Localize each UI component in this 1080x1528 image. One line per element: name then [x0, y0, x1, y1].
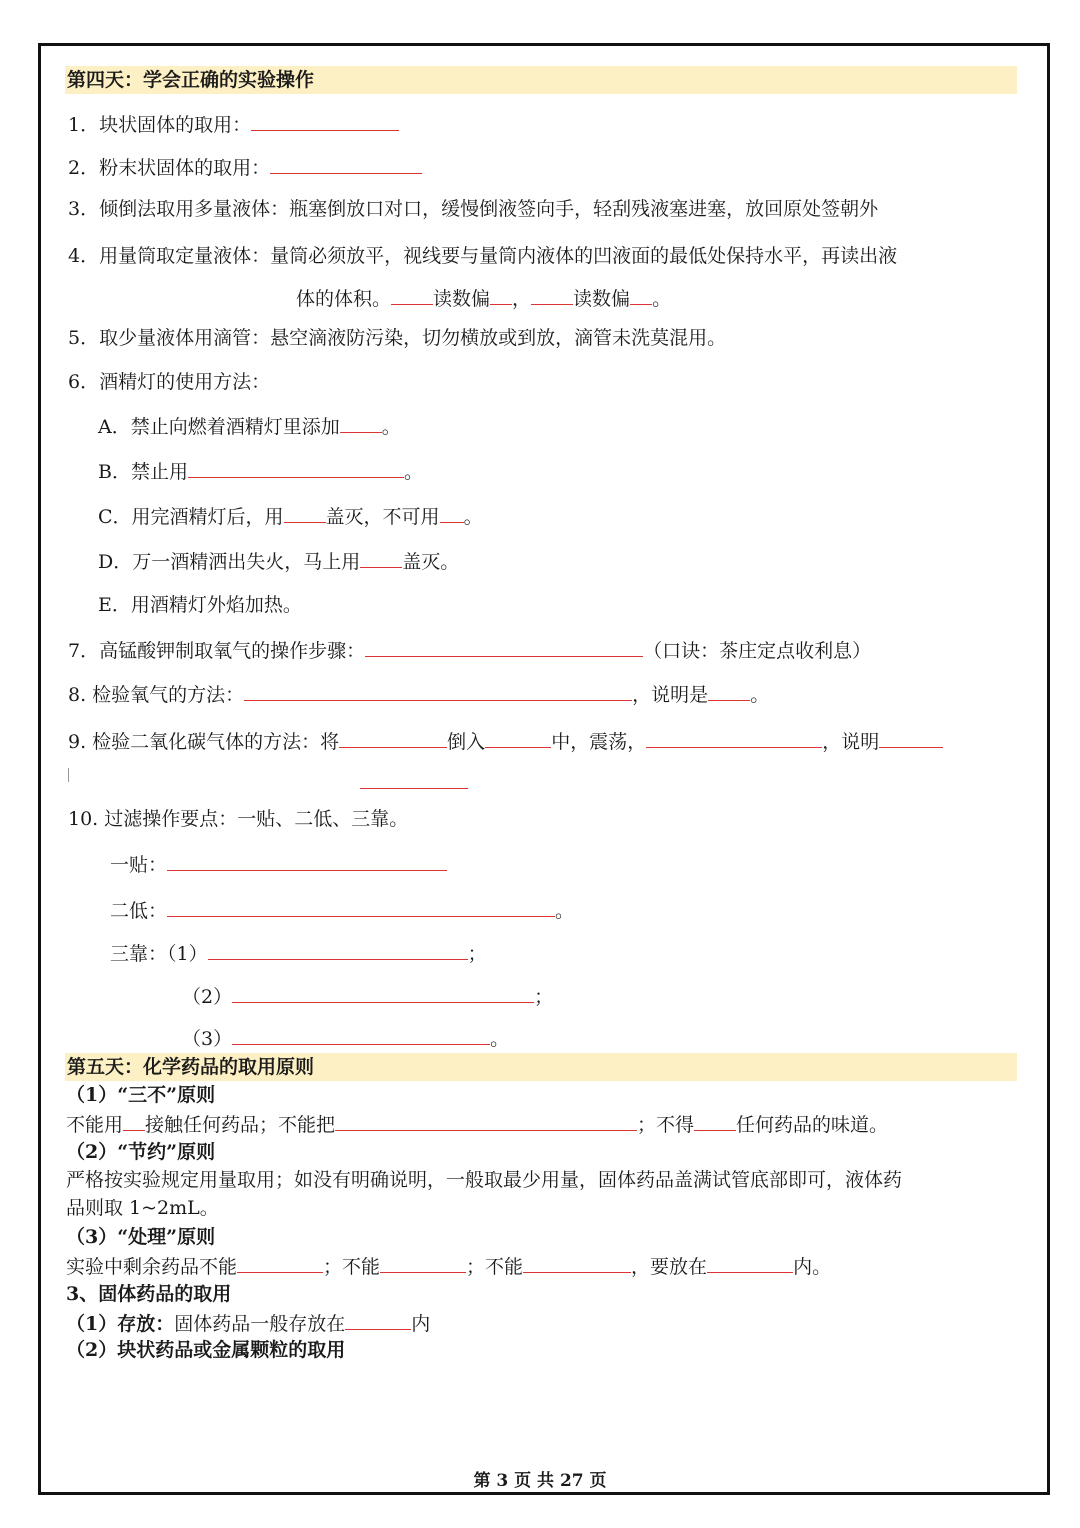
- principle-1-title: （1）“三不”原则: [66, 1084, 216, 1106]
- answer-blank[interactable]: [251, 110, 399, 131]
- question-3: 3．倾倒法取用多量液体：瓶塞倒放口对口，缓慢倒液签向手，轻刮残液塞进塞，放回原处签朝外: [68, 198, 879, 220]
- principle-2-text: 严格按实验规定用量取用；如没有明确说明，一般取最少用量，固体药品盖满试管底部即可，液体药: [66, 1169, 903, 1191]
- principle-1-text: 不能用 接触任何药品；不能把 ；不得 任何药品的味道。: [66, 1110, 888, 1138]
- question-9: 9. 检验二氧化碳气体的方法：将 倒入 中，震荡， ，说明: [68, 727, 943, 755]
- answer-blank[interactable]: [391, 284, 433, 305]
- principle-2-text-continued: 品则取 1~2mL。: [66, 1197, 219, 1219]
- answer-blank[interactable]: [232, 1024, 490, 1045]
- question-4-continued: 体的体积。 读数偏 ， 读数偏 。: [296, 284, 671, 312]
- answer-blank[interactable]: [345, 1309, 411, 1330]
- answer-blank[interactable]: [630, 284, 652, 305]
- filter-sankao-1: 三靠：（1） ；: [110, 939, 487, 967]
- answer-blank[interactable]: [879, 727, 943, 748]
- margin-mark: [68, 768, 69, 782]
- answer-blank[interactable]: [167, 850, 447, 871]
- answer-blank[interactable]: [440, 502, 464, 523]
- page-footer: 第 3 页 共 27 页: [473, 1471, 607, 1491]
- section-3-title: 3、固体药品的取用: [66, 1283, 232, 1305]
- answer-blank[interactable]: [167, 896, 555, 917]
- question-10: 10. 过滤操作要点：一贴、二低、三靠。: [68, 808, 409, 830]
- filter-sankao-2: （2） ；: [182, 982, 553, 1010]
- question-6d: D．万一酒精洒出失火，马上用 盖灭。: [98, 547, 459, 575]
- answer-blank[interactable]: [708, 680, 750, 701]
- answer-blank[interactable]: [284, 502, 326, 523]
- answer-blank[interactable]: [360, 547, 402, 568]
- filter-sankao-3: （3） 。: [182, 1024, 509, 1052]
- question-7: 7．高锰酸钾制取氧气的操作步骤： （口诀：茶庄定点收利息）: [68, 636, 871, 664]
- section-heading-day5: 第五天：化学药品的取用原则: [65, 1053, 1017, 1081]
- answer-blank[interactable]: [188, 457, 404, 478]
- section-heading-day4: 第四天：学会正确的实验操作: [65, 66, 1017, 94]
- question-5: 5．取少量液体用滴管：悬空滴液防污染，切勿横放或到放，滴管未洗莫混用。: [68, 327, 727, 349]
- question-6c: C．用完酒精灯后，用 盖灭，不可用 。: [98, 502, 483, 530]
- principle-3-title: （3）“处理”原则: [66, 1226, 216, 1248]
- question-6b: B．禁止用 。: [98, 457, 423, 485]
- principle-3-text: 实验中剩余药品不能 ；不能 ；不能 ，要放在 内。: [66, 1252, 831, 1280]
- question-8: 8. 检验氧气的方法： ，说明是 。: [68, 680, 769, 708]
- question-6: 6．酒精灯的使用方法：: [68, 371, 271, 393]
- answer-blank[interactable]: [707, 1252, 793, 1273]
- answer-blank[interactable]: [335, 1110, 637, 1131]
- answer-blank[interactable]: [531, 284, 573, 305]
- section-3-item-1: （1）存放：固体药品一般存放在 内: [66, 1309, 430, 1337]
- question-4: 4．用量筒取定量液体：量筒必须放平，视线要与量筒内液体的凹液面的最低处保持水平，再读出液: [68, 245, 898, 267]
- question-9-continued: [360, 768, 468, 796]
- filter-erdi: 二低： 。: [110, 896, 574, 924]
- answer-blank[interactable]: [244, 680, 632, 701]
- answer-blank[interactable]: [232, 982, 534, 1003]
- answer-blank[interactable]: [270, 153, 422, 174]
- answer-blank[interactable]: [380, 1252, 466, 1273]
- answer-blank[interactable]: [523, 1252, 631, 1273]
- answer-blank[interactable]: [490, 284, 512, 305]
- answer-blank[interactable]: [485, 727, 551, 748]
- answer-blank[interactable]: [237, 1252, 323, 1273]
- filter-yitie: 一贴：: [110, 850, 447, 878]
- question-2: 2．粉末状固体的取用：: [68, 153, 422, 181]
- question-6a: A．禁止向燃着酒精灯里添加 。: [98, 412, 401, 440]
- answer-blank[interactable]: [694, 1110, 736, 1131]
- question-6e: E．用酒精灯外焰加热。: [98, 594, 302, 616]
- answer-blank[interactable]: [340, 412, 382, 433]
- answer-blank[interactable]: [208, 939, 468, 960]
- answer-blank[interactable]: [646, 727, 822, 748]
- answer-blank[interactable]: [339, 727, 447, 748]
- principle-2-title: （2）“节约”原则: [66, 1141, 216, 1163]
- answer-blank[interactable]: [360, 768, 468, 789]
- section-3-item-2: （2）块状药品或金属颗粒的取用: [66, 1339, 346, 1361]
- question-1: 1．块状固体的取用：: [68, 110, 399, 138]
- answer-blank[interactable]: [365, 636, 643, 657]
- answer-blank[interactable]: [123, 1110, 145, 1131]
